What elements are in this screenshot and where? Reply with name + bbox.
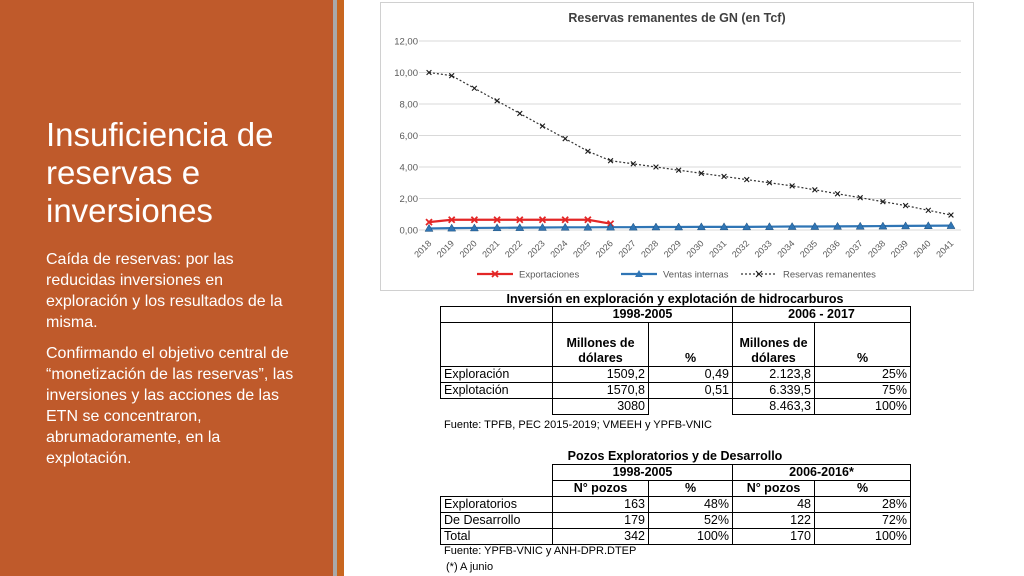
x-tick-label: 2037 [843, 238, 865, 260]
x-tick-label: 2025 [571, 238, 593, 260]
table1-title: Inversión en exploración y explotación de hidrocarburos [506, 292, 844, 306]
table1-cell: 0,49 [649, 367, 733, 383]
x-tick-label: 2023 [525, 238, 547, 260]
table2-note: (*) A junio [446, 561, 494, 573]
table2-cell: 28% [815, 497, 911, 513]
x-tick-label: 2022 [502, 238, 525, 260]
chart-svg [381, 3, 973, 290]
table1-cell: 6.339,5 [733, 383, 815, 399]
x-tick-label: 2026 [593, 238, 615, 260]
table-row [441, 399, 911, 415]
table1-total-v2: 8.463,3 [733, 399, 815, 415]
slide-title: Insuficiencia de reservas e inversiones [46, 116, 274, 229]
table2-row-label: Exploratorios [441, 497, 553, 513]
x-tick-label: 2033 [752, 238, 774, 260]
table2-row-label: Total [441, 529, 553, 545]
table2-corner [441, 465, 553, 481]
x-tick-label: 2030 [684, 238, 706, 260]
table-row [441, 383, 911, 399]
table1-h-millones-2b: dólares [733, 351, 815, 367]
table1-h-pct-1: % [649, 323, 733, 367]
bullet-2: Confirmando el objetivo central de “monetización de las reservas”, las inversiones y las acciones de las ETN se concentraron, abrumadoramente, en la explotación. [46, 345, 294, 467]
table1-cell: 1509,2 [553, 367, 649, 383]
table2-cell: 170 [733, 529, 815, 545]
x-tick-label: 2040 [911, 238, 933, 260]
table1-cell: 0,51 [649, 383, 733, 399]
y-tick-label: 2,00 [399, 194, 418, 205]
table-row [441, 497, 911, 513]
series-line [429, 73, 951, 216]
x-tick-label: 2035 [798, 238, 820, 260]
table2-cell: 122 [733, 513, 815, 529]
table2-cell: 72% [815, 513, 911, 529]
table1-corner [441, 307, 553, 323]
x-tick-label: 2021 [480, 238, 502, 260]
y-tick-label: 8,00 [399, 99, 418, 111]
table-row [441, 513, 911, 529]
investment-table [440, 306, 911, 415]
table2-h-pct-1: % [649, 481, 733, 497]
table1-h-millones-2a: Millones de [733, 323, 815, 352]
y-tick-label: 4,00 [399, 162, 418, 174]
x-tick-label: 2031 [707, 238, 729, 260]
table2-cell: 179 [553, 513, 649, 529]
table1-source: Fuente: TPFB, PEC 2015-2019; VMEEH y YPFB-VNIC [444, 419, 712, 431]
table2-source: Fuente: YPFB-VNIC y ANH-DPR.DTEP [444, 545, 637, 557]
legend-label: Reservas remanentes [783, 269, 876, 281]
table2-cell: 100% [649, 529, 733, 545]
table1-total-label [441, 399, 553, 415]
table1-h-millones-1b: dólares [553, 351, 649, 367]
table1-total-empty [649, 399, 733, 415]
series-line [429, 226, 951, 229]
wells-table [440, 464, 911, 545]
table2-h-pozos-1: N° pozos [553, 481, 649, 497]
x-tick-label: 2041 [934, 238, 956, 260]
x-tick-label: 2032 [729, 238, 752, 260]
table1-total-v1: 3080 [553, 399, 649, 415]
x-tick-label: 2036 [820, 238, 842, 260]
table2-cell: 100% [815, 529, 911, 545]
table1-total-p2: 100% [815, 399, 911, 415]
table-row [441, 367, 911, 383]
x-tick-label: 2038 [866, 238, 888, 260]
table2-period1: 1998-2005 [553, 465, 733, 481]
table1-cell: 25% [815, 367, 911, 383]
x-tick-label: 2018 [412, 238, 434, 260]
table1-row-label: Explotación [441, 383, 553, 399]
y-tick-label: 0,00 [399, 225, 418, 237]
table2-title: Pozos Exploratorios y de Desarrollo [567, 449, 783, 463]
table2-cell: 48% [649, 497, 733, 513]
table1-cell: 2.123,8 [733, 367, 815, 383]
reserves-chart [380, 2, 974, 291]
table2-cell: 342 [553, 529, 649, 545]
legend-label: Ventas internas [663, 269, 729, 281]
table2-h-pct-2: % [815, 481, 911, 497]
table1-period2: 2006 - 2017 [733, 307, 911, 323]
y-tick-label: 6,00 [399, 131, 418, 142]
table1-empty-header [441, 323, 553, 367]
x-tick-label: 2039 [888, 238, 911, 260]
table2-empty-header [441, 481, 553, 497]
table2-row-label: De Desarrollo [441, 513, 553, 529]
x-tick-label: 2027 [616, 238, 638, 260]
x-tick-label: 2020 [457, 238, 479, 260]
y-tick-label: 12,00 [394, 36, 418, 48]
chart-title: Reservas remanentes de GN (en Tcf) [568, 11, 786, 25]
x-tick-label: 2029 [661, 238, 684, 260]
y-tick-label: 10,00 [394, 68, 418, 79]
divider-stripe-accent [337, 0, 344, 576]
table2-cell: 48 [733, 497, 815, 513]
slide-bullets [46, 249, 306, 479]
table1-h-millones-1a: Millones de [553, 323, 649, 352]
table1-row-label: Exploración [441, 367, 553, 383]
table1-cell: 1570,8 [553, 383, 649, 399]
table2-period2: 2006-2016* [733, 465, 911, 481]
table1-period1: 1998-2005 [553, 307, 733, 323]
x-tick-label: 2024 [548, 238, 570, 260]
legend-label: Exportaciones [519, 269, 580, 281]
table1-cell: 75% [815, 383, 911, 399]
x-tick-label: 2028 [639, 238, 661, 260]
table-row [441, 529, 911, 545]
table2-cell: 163 [553, 497, 649, 513]
bullet-1: Caída de reservas: por las reducidas inversiones en exploración y los resultados de la misma. [46, 251, 283, 331]
table2-cell: 52% [649, 513, 733, 529]
table1-h-pct-2: % [815, 323, 911, 367]
table2-h-pozos-2: N° pozos [733, 481, 815, 497]
x-tick-label: 2019 [434, 238, 457, 260]
x-tick-label: 2034 [775, 238, 797, 260]
